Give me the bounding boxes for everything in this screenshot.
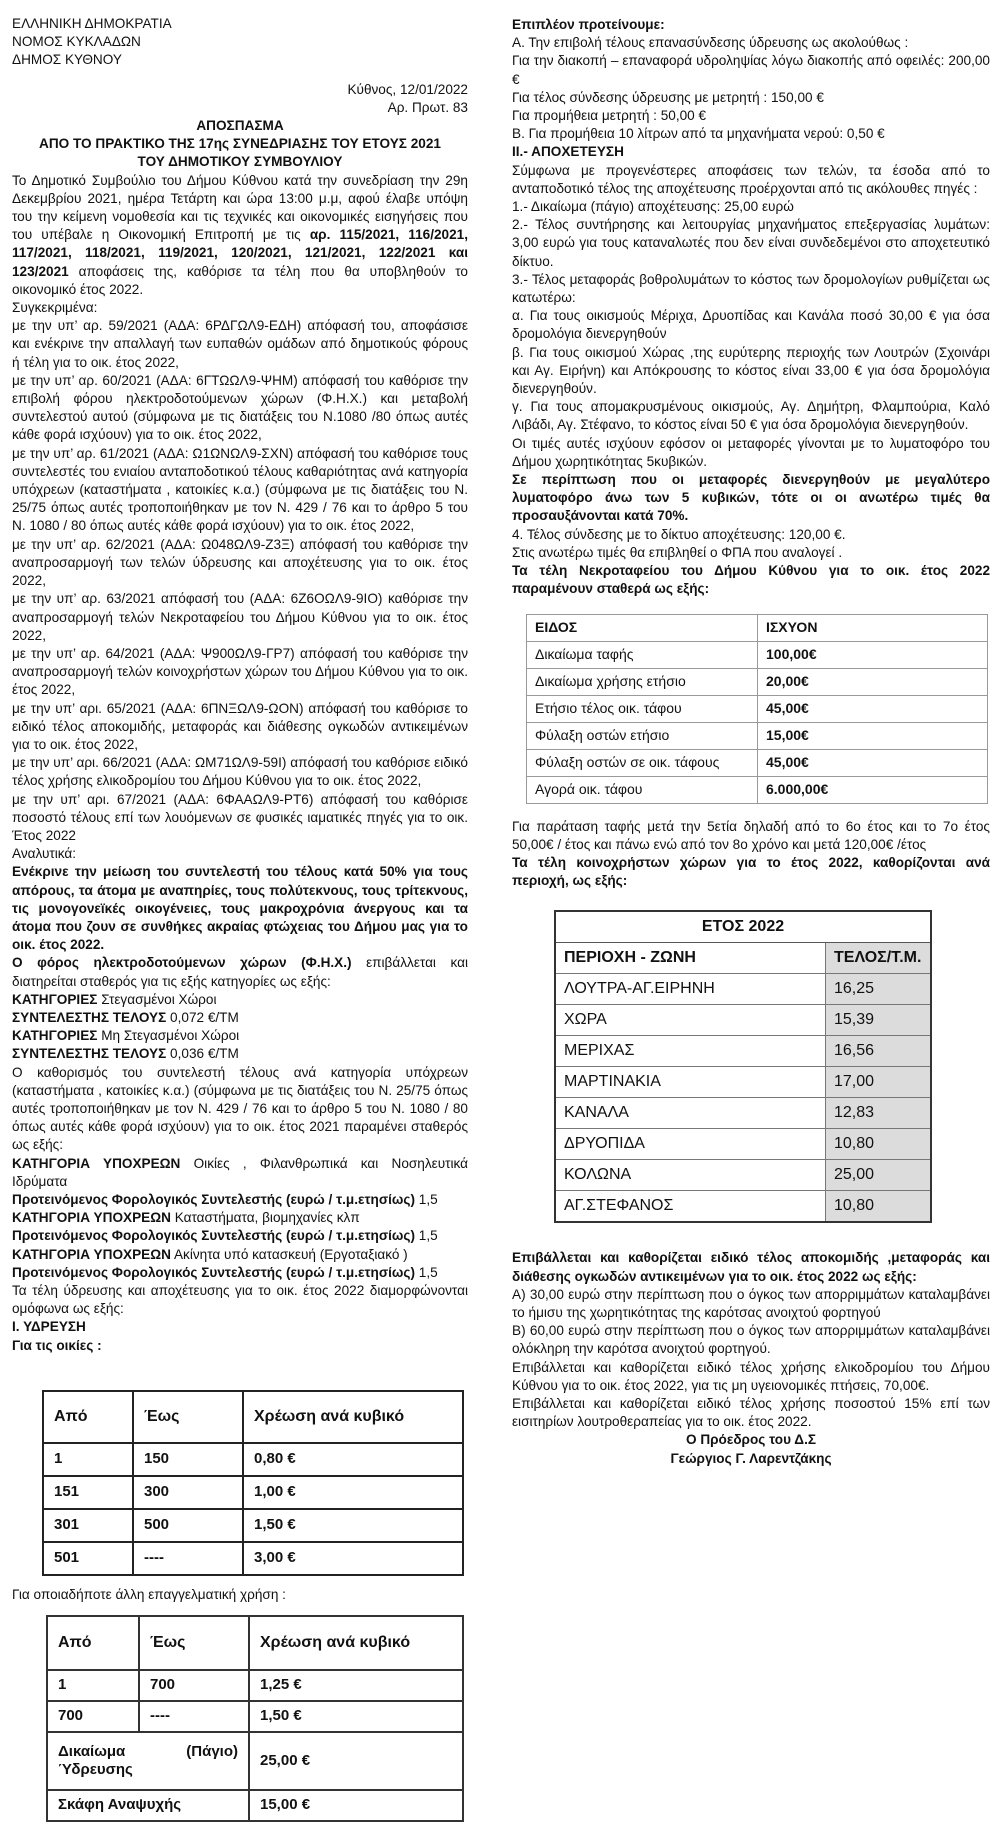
signature-role: Ο Πρόεδρος του Δ.Σ xyxy=(685,1432,817,1448)
sewer-line: 1.- Δικαίωμα (πάγιο) αποχέτευσης: 25,00 ευρώ xyxy=(512,199,794,215)
category-item: ΚΑΤΗΓΟΡΙΑ ΥΠΟΧΡΕΩΝ Ακίνητα υπό κατασκευή (Εργοταξιακό ) xyxy=(12,1246,408,1262)
cemetery-title: Τα τέλη Νεκροταφείου του Δήμου Κύθνου για το οικ. έτος 2022 παραμένουν σταθερά ως εξής: xyxy=(512,563,990,597)
bulky-line: Α) 30,00 ευρώ στην περίπτωση που ο όγκος των απορριμμάτων καταλαμβάνει το ήμισυ της χωρητικότητας της καρότσας ανοιχτού φορτηγού xyxy=(512,1286,990,1320)
decision-item: με την υπ’ αρ. 63/2021 απόφασή του (ΑΔΑ: 6Ζ6ΟΩΛ9-9ΙΟ) καθόρισε την αναπροσαρμογή τελών Νεκροταφείου του Δήμου Κύθνου για το οικ. έτος 2022, xyxy=(12,591,468,643)
table-row: 1 700 1,25 € xyxy=(47,1670,463,1701)
sewer-line: 4. Τέλος σύνδεσης με το δίκτυο αποχέτευσης: 120,00 €. xyxy=(512,526,846,542)
homes-label: Για τις οικίες : xyxy=(12,1337,102,1353)
table-row: Φύλαξη οστών ετήσιο 15,00€ xyxy=(527,722,988,749)
table-header-row: Από Έως Χρέωση ανά κυβικό xyxy=(47,1616,463,1670)
table-row: Αγορά οικ. τάφου 6.000,00€ xyxy=(527,776,988,803)
authority-header xyxy=(12,0,468,70)
sewer-line: Οι τιμές αυτές ισχύουν εφόσον οι μεταφορές γίνονται με το λυματοφόρο του Δήμου χωρητικότητας 5κυβικών. xyxy=(512,435,990,469)
decision-item: με την υπ’ αρ. 59/2021 (ΑΔΑ: 6ΡΔΓΩΛ9-ΕΔΗ) απόφασή του, αποφάσισε και ενέκρινε την απαλλαγή των ευπαθών ομάδων από δημοτικούς φόρους ή τέλη για το οικ. έτος 2022, xyxy=(12,318,468,370)
proposal-line: Για τέλος σύνδεσης ύδρευσης με μετρητή : 150,00 € xyxy=(512,89,824,105)
bulky-items-title: Επιβάλλεται και καθορίζεται ειδικό τέλος αποκομιδής ,μεταφοράς και διάθεσης ογκωδών αντικειμένων για το οικ. έτος 2022 ως εξής: xyxy=(512,1250,990,1284)
fixed-fee-value: 25,00 € xyxy=(249,1732,463,1790)
table-row: 301 500 1,50 € xyxy=(43,1509,463,1542)
sewer-line: γ. Για τους απομακρυσμένους οικισμούς, Αγ. Δημήτρη, Φλαμπούρια, Καλό Λιβάδι, Αγ. Στέφανο, το κόστος είναι 50 € για όσα δρομολόγια διενεργηθούν. xyxy=(512,399,990,433)
document-subtitle: ΤΟΥ ΔΗΜΟΤΙΚΟΥ ΣΥΜΒΟΥΛΙΟΥ xyxy=(137,154,343,170)
table-row: Ετήσιο τέλος οικ. τάφου 45,00€ xyxy=(527,695,988,722)
table-row xyxy=(47,1790,463,1821)
header-line: ΕΛΛΗΝΙΚΗ ΔΗΜΟΚΡΑΤΙΑ xyxy=(12,16,172,31)
water-professional-table xyxy=(46,1615,464,1822)
document-subtitle: ΑΠΟ ΤΟ ΠΡΑΚΤΙΚΟ ΤΗΣ 17ης ΣΥΝΕΔΡΙΑΣΗΣ ΤΟΥ ΕΤΟΥΣ 2021 xyxy=(39,136,441,152)
water-homes-table xyxy=(42,1390,464,1576)
table-header-row: ΕΙΔΟΣ ΙΣΧΥΟΝ xyxy=(527,614,988,641)
table-row xyxy=(47,1732,463,1790)
category-item: Προτεινόμενος Φορολογικός Συντελεστής (ευρώ / τ.μ.ετησίως) 1,5 xyxy=(12,1228,438,1244)
decision-item: με την υπ’ αρι. 65/2021 (ΑΔΑ: 6ΠΝΞΩΛ9-ΩΟΝ) απόφασή του καθόρισε το ειδικό τέλος αποκομιδής, μεταφοράς και διάθεσης ογκωδών αντικειμένων για το οικ. έτος 2022, xyxy=(12,700,468,752)
category-item: Προτεινόμενος Φορολογικός Συντελεστής (ευρώ / τ.μ.ετησίως) 1,5 xyxy=(12,1264,438,1280)
water-intro: Τα τέλη ύδρευσης και αποχέτευσης για το οικ. έτος 2022 διαμορφώνονται ομόφωνα ως εξής: xyxy=(12,1283,468,1317)
decision-item: με την υπ’ αρι. 66/2021 (ΑΔΑ: ΩΜ71ΩΛ9-59Ι) απόφασή του καθόρισε ειδικό τέλος χρήσης ελικοδρομίου του Δήμου Κύθνου για το οικ. έτος 2022, xyxy=(12,755,468,789)
table-row: Φύλαξη οστών σε οικ. τάφους 45,00€ xyxy=(527,749,988,776)
professional-use-label: Για οποιαδήποτε άλλη επαγγελματική χρήση : xyxy=(12,1586,286,1602)
fixed-fee-label: Δικαίωμα (Πάγιο) Ύδρευσης xyxy=(47,1732,249,1790)
burial-extension-text: Για παράταση ταφής μετά την 5ετία δηλαδή από το 6ο έτος και το 7ο έτος 50,00€ / έτος και πάνω ενώ από τον 8ο χρόνο και μετά 120,00€ /έτος xyxy=(512,818,990,852)
fhx-item: ΣΥΝΤΕΛΕΣΤΗΣ ΤΕΛΟΥΣ 0,072 €/ΤΜ xyxy=(12,1009,239,1025)
fhx-item: ΚΑΤΗΓΟΡΙΕΣ Στεγασμένοι Χώροι xyxy=(12,991,217,1007)
reduction-paragraph: Ενέκρινε την μείωση του συντελεστή του τέλους κατά 50% για τους απόρους, τα άτομα με αναπηρίες, τους πολύτεκνους, τους τρίτεκνους, τις μονογονεϊκές οικογένειες, τους μακροχρόνια άνεργους και τα άτομα που ζουν σε συνθήκες ακραίας φτώχειας του Δήμου μας για το οικ. έτος 2022. xyxy=(12,864,468,953)
right-column xyxy=(512,0,990,1468)
fhx-item: ΣΥΝΤΕΛΕΣΤΗΣ ΤΕΛΟΥΣ 0,036 €/ΤΜ xyxy=(12,1046,239,1062)
table-header-row: Από Έως Χρέωση ανά κυβικό xyxy=(43,1391,463,1443)
category-item: ΚΑΤΗΓΟΡΙΑ ΥΠΟΧΡΕΩΝ Οικίες , Φιλανθρωπικά και Νοσηλευτικά Ιδρύματα xyxy=(12,1155,469,1189)
table-row: ΧΩΡΑ 15,39 xyxy=(555,1005,931,1036)
table-row: ΜΕΡΙΧΑΣ 16,56 xyxy=(555,1036,931,1067)
sewer-line: 3.- Τέλος μεταφοράς βοθρολυμάτων το κόστος των δρομολογίων ρυθμίζεται ως κατωτέρω: xyxy=(512,271,990,306)
boats-label: Σκάφη Αναψυχής xyxy=(47,1790,249,1821)
boats-value: 15,00 € xyxy=(249,1790,463,1821)
table-row: ΑΓ.ΣΤΕΦΑΝΟΣ 10,80 xyxy=(555,1191,931,1223)
proposal-line: Β. Για προμήθεια 10 λίτρων από τα μηχανήματα νερού: 0,50 € xyxy=(512,126,885,142)
proposal-line: Για την διακοπή – επαναφορά υδροληψίας λόγω διακοπής από οφειλές: 200,00 € xyxy=(512,53,990,87)
coefficient-paragraph: Ο καθορισμός του συντελεστή τέλους ανά κατηγορία υπόχρεων (καταστήματα , κατοικίες κ.α.) (σύμφωνα με τις διατάξεις του Ν. 25/75 όπως αυτές τροποποιήθηκαν με τον Ν. 429 / 76 και το άρθρο 5 του Ν. 1080 / 80 όπως αυτές κάθε φορά ισχύουν) για το οικ. έτος 2021 παραμένει σταθερός ως εξής: xyxy=(12,1064,468,1153)
header-line: ΔΗΜΟΣ ΚΥΘΝΟΥ xyxy=(12,52,122,68)
common-spaces-title: Τα τέλη κοινοχρήστων χώρων για το έτος 2022, καθορίζονται ανά περιοχή, ως εξής: xyxy=(512,854,990,889)
analytic-label: Αναλυτικά: xyxy=(12,846,77,862)
sewer-line: Στις ανωτέρω τιμές θα επιβληθεί ο ΦΠΑ που αναλογεί . xyxy=(512,544,843,560)
decision-item: με την υπ’ αρ. 64/2021 (ΑΔΑ: Ψ900ΩΛ9-ΓΡ7) απόφασή του καθόρισε την αναπροσαρμογή τελών κοινοχρήστων χώρων του Δήμου Κύθνου για το οικ. έτος 2022, xyxy=(12,645,468,698)
table-row: ΜΑΡΤΙΝΑΚΙΑ 17,00 xyxy=(555,1067,931,1098)
proposal-line: Α. Την επιβολή τέλους επανασύνδεσης ύδρευσης ως ακολούθως : xyxy=(512,35,909,51)
cemetery-fees-table xyxy=(526,614,988,804)
decision-item: με την υπ’ αρ. 61/2021 (ΑΔΑ: Ω1ΩΝΩΛ9-ΣΧΝ) απόφασή του καθόρισε τους συντελεστές του ενιαίου ανταποδοτικού τέλους καθαριότητας ανά κατηγορία υπόχρεων (καταστήματα , κατοικίες κ.α.) (σύμφωνα με τις διατάξεις του Ν. 25/75 όπως αυτές τροποποιήθηκαν με τον Ν. 429 / 76 και το άρθρο 5 του Ν. 1080 / 80 όπως αυτές κάθε φορά ισχύουν) για το οικ. έτος 2022, xyxy=(12,445,468,534)
sewer-surcharge-note: Σε περίπτωση που οι μεταφορές διενεργηθούν με μεγαλύτερο λυματοφόρο άνω των 5 κυβικών, τότε οι οι ανωτέρω τιμές θα προσαυξάνονται κατά 70%. xyxy=(512,472,990,524)
proposals-title: Επιπλέον προτείνουμε: xyxy=(512,17,665,32)
left-column xyxy=(12,0,468,1822)
common-spaces-zones-table xyxy=(554,910,932,1223)
table-title-row: ΕΤΟΣ 2022 xyxy=(555,911,931,943)
decision-item: με την υπ’ αρι. 67/2021 (ΑΔΑ: 6ΦΑΑΩΛ9-ΡΤ6) απόφασή του καθόρισε ποσοστό τέλους επί των λουόμενων σε φυσικές ιαματικές πηγές για το οικ. Έτος 2022 xyxy=(12,791,468,843)
table-row: ΛΟΥΤΡΑ-ΑΓ.ΕΙΡΗΝΗ 16,25 xyxy=(555,974,931,1005)
bulky-line: Επιβάλλεται και καθορίζεται ειδικό τέλος χρήσης ποσοστού 15% επί των εισιτηρίων λουτροθεραπείας για το οικ. έτος 2022. xyxy=(512,1395,990,1430)
table-header-row: ΠΕΡΙΟΧΗ - ΖΩΝΗ ΤΕΛΟΣ/Τ.Μ. xyxy=(555,943,931,974)
sewer-section-title: ΙΙ.- ΑΠΟΧΕΤΕΥΣΗ xyxy=(512,144,624,160)
sewer-line: β. Για τους οικισμού Χώρας ,της ευρύτερης περιοχής των Λουτρών (Σχοινάρι και Αγ. Ειρήνη) και Απόκρουσης το κόστος είναι 33,00 € για όσα δρομολόγια διενεργηθούν. xyxy=(512,344,990,397)
decision-item: με την υπ’ αρ. 62/2021 (ΑΔΑ: Ω048ΩΛ9-Ζ3Ξ) απόφασή του καθόρισε την αναπροσαρμογή των τελών ύδρευσης και αποχέτευσης για το οικ. έτος 2022, xyxy=(12,536,468,589)
document-date: Κύθνος, 12/01/2022 xyxy=(347,81,468,97)
bulky-line: Επιβάλλεται και καθορίζεται ειδικό τέλος χρήσης ελικοδρομίου του Δήμου Κύθνου για το οικ. έτος 2022, για τις μη υγειονομικές πτήσεις, 70,00€. xyxy=(512,1359,990,1393)
sewer-line: Σύμφωνα με προγενέστερες αποφάσεις των τελών, τα έσοδα από το ανταποδοτικό τέλος της αποχέτευσης προέρχονται από τις ακόλουθες πηγές : xyxy=(512,162,990,196)
table-row: Δικαίωμα χρήσης ετήσιο 20,00€ xyxy=(527,668,988,695)
table-row: 1 150 0,80 € xyxy=(43,1443,463,1476)
sewer-line: α. Για τους οικισμούς Μέριχα, Δρυοπίδας και Κανάλα ποσό 30,00 € για όσα δρομολόγια διενεργηθούν xyxy=(512,308,990,342)
decision-item: με την υπ’ αρ. 60/2021 (ΑΔΑ: 6ΓΤΩΩΛ9-ΨΗΜ) απόφασή του καθόρισε την επιβολή φόρου ηλεκτροδοτούμενων χώρων (Φ.Η.Χ.) και μεταβολή συντελεστού αυτού (σύμφωνα με τις διατάξεις του Ν.1080 /80 όπως αυτές κάθε φορά ισχύουν) για το οικ. έτος 2022, xyxy=(12,372,468,443)
specifically-label: Συγκεκριμένα: xyxy=(12,300,98,316)
category-item: ΚΑΤΗΓΟΡΙΑ ΥΠΟΧΡΕΩΝ Καταστήματα, βιομηχανίες κλπ xyxy=(12,1210,360,1226)
table-row: Δικαίωμα ταφής 100,00€ xyxy=(527,641,988,668)
protocol-number: Αρ. Πρωτ. 83 xyxy=(387,99,468,115)
water-section-title: Ι. ΥΔΡΕΥΣΗ xyxy=(12,1319,86,1335)
intro-paragraph: Το Δημοτικό Συμβούλιο του Δήμου Κύθνου κατά την συνεδρίαση την 29η Δεκεμβρίου 2021, ημέρα Τετάρτη και ώρα 13:00 μ.μ, αφού έλαβε υπόψη του την κείμενη νομοθεσία και τις τεχνικές και οικονομικές εισηγήσεις που του υπέβαλε η Οικονομική Επιτροπή με τις αρ. 115/2021, 116/2021, 117/2021, 118/2021, 119/2021, 120/2021, 121/2021, 122/2021 και 123/2021 αποφάσεις της, καθόρισε τα τέλη που θα υποβληθούν το οικονομικό έτος 2022. xyxy=(12,172,468,297)
bulky-line: Β) 60,00 ευρώ στην περίπτωση που ο όγκος των απορριμμάτων καταλαμβάνει ολόκληρη την καρότσα ανοιχτού φορτηγού. xyxy=(512,1323,990,1357)
header-line: ΝΟΜΟΣ ΚΥΚΛΑΔΩΝ xyxy=(12,34,141,50)
signature-name: Γεώργιος Γ. Λαρεντζάκης xyxy=(670,1450,832,1466)
sewer-line: 2.- Τέλος συντήρησης και λειτουργίας μηχανήματος επεξεργασίας λυμάτων: 3,00 ευρώ για τους καταναλωτές που δεν είναι συνδεδεμένοι στο αποχετευτικό δίκτυο. xyxy=(512,217,990,269)
document-title: ΑΠΟΣΠΑΣΜΑ xyxy=(196,118,284,134)
table-row: 151 300 1,00 € xyxy=(43,1476,463,1509)
table-row: ΚΑΝΑΛΑ 12,83 xyxy=(555,1098,931,1129)
table-row: 501 ---- 3,00 € xyxy=(43,1542,463,1575)
proposal-line: Για προμήθεια μετρητή : 50,00 € xyxy=(512,108,707,124)
category-item: Προτεινόμενος Φορολογικός Συντελεστής (ευρώ / τ.μ.ετησίως) 1,5 xyxy=(12,1192,438,1207)
table-row: 700 ---- 1,50 € xyxy=(47,1701,463,1732)
table-row: ΔΡΥΟΠΙΔΑ 10,80 xyxy=(555,1129,931,1160)
table-row: ΚΟΛΩΝΑ 25,00 xyxy=(555,1160,931,1191)
fhx-item: ΚΑΤΗΓΟΡΙΕΣ Μη Στεγασμένοι Χώροι xyxy=(12,1028,240,1044)
fhx-paragraph: Ο φόρος ηλεκτροδοτούμενων χώρων (Φ.Η.Χ.) επιβάλλεται και διατηρείται σταθερός για τις εξής κατηγορίες ως εξής: xyxy=(12,955,468,989)
